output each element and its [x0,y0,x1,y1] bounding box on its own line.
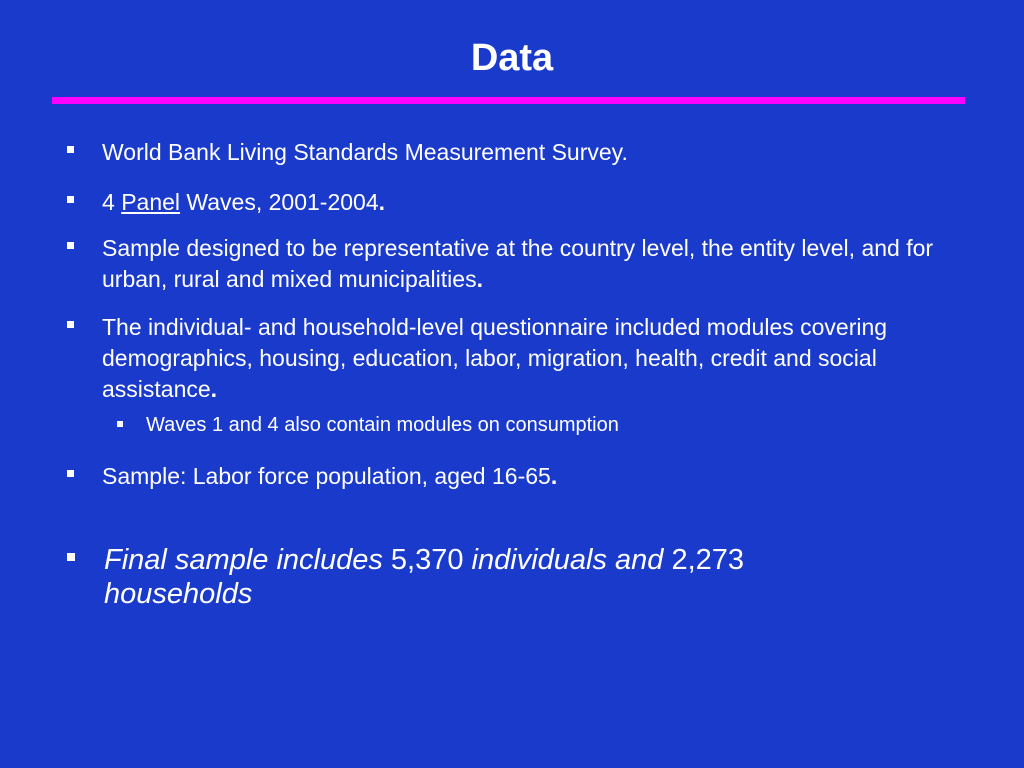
households-phrase: households [104,578,253,610]
slide-title: Data [470,37,554,79]
square-bullet-icon [67,146,74,153]
square-bullet-icon [67,196,74,203]
individuals-phrase: individuals and [471,544,664,576]
individuals-count: 5,370 [382,544,472,576]
bullet-text [102,461,972,492]
households-count: 2,273 [663,544,745,576]
square-bullet-icon [67,242,74,249]
square-bullet-icon [67,470,74,477]
bullet-text: World Bank Living Standards Measurement Survey. [102,139,628,165]
sub-bullet-text: Waves 1 and 4 also contain modules on consumption [146,414,619,436]
square-bullet-icon [67,321,74,328]
square-bullet-icon [117,421,123,427]
panel-underlined-term: Panel [121,189,181,215]
bullet-text [104,543,964,611]
bullet-text-body: Sample: Labor force population, aged 16-65 [102,463,551,489]
bullet-text-prefix: 4 [102,189,122,215]
square-bullet-icon [67,553,75,561]
bullet-text-period: . [378,189,386,215]
bullet-text-body: Sample designed to be representative at the country level, the entity level, and for urban, rural and mixed municipalities [102,235,934,292]
bullet-text-period: . [476,266,483,292]
final-sample-phrase: Final sample includes [104,544,383,576]
bullet-text [102,312,972,405]
bullet-text-period: . [550,463,558,489]
bullet-text-suffix: Waves, 2001-2004 [180,189,379,215]
bullet-text [102,233,972,295]
bullet-text-body: The individual- and household-level questionnaire included modules covering demographics, housing, education, labor, migration, health, credit and social assistance [102,314,888,402]
bullet-text-period: . [210,376,218,402]
bullet-text [102,187,972,218]
